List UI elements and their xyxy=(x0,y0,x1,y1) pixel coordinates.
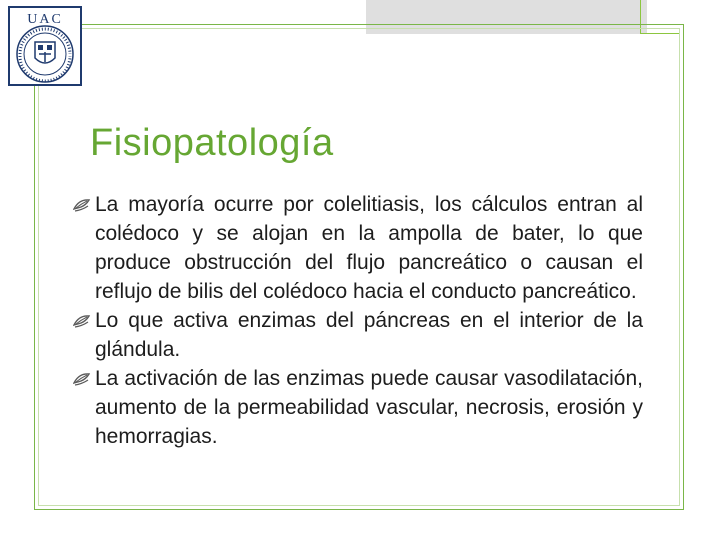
bullet-item xyxy=(73,190,643,306)
bullet-text: La activación de las enzimas puede causar vasodilatación, aumento de la permeabilidad vascular, necrosis, erosión y hemorragias. xyxy=(95,367,643,448)
bullet-text: Lo que activa enzimas del páncreas en el interior de la glándula. xyxy=(95,309,643,361)
bullet-item xyxy=(73,364,643,451)
leaf-flourish-icon xyxy=(73,197,91,213)
leaf-flourish-icon xyxy=(73,371,91,387)
bullet-item xyxy=(73,306,643,364)
logo-text: UAC xyxy=(27,12,63,27)
university-logo xyxy=(8,6,82,86)
slide-title: Fisiopatología xyxy=(90,122,334,164)
bullet-list xyxy=(73,190,643,451)
bullet-text: La mayoría ocurre por colelitiasis, los cálculos entran al colédoco y se alojan en la ampolla de bater, lo que produce obstrucción del flujo pancreático o causan el reflujo de bilis del colédoco hacia el conducto pancreático. xyxy=(95,193,643,303)
leaf-flourish-icon xyxy=(73,313,91,329)
